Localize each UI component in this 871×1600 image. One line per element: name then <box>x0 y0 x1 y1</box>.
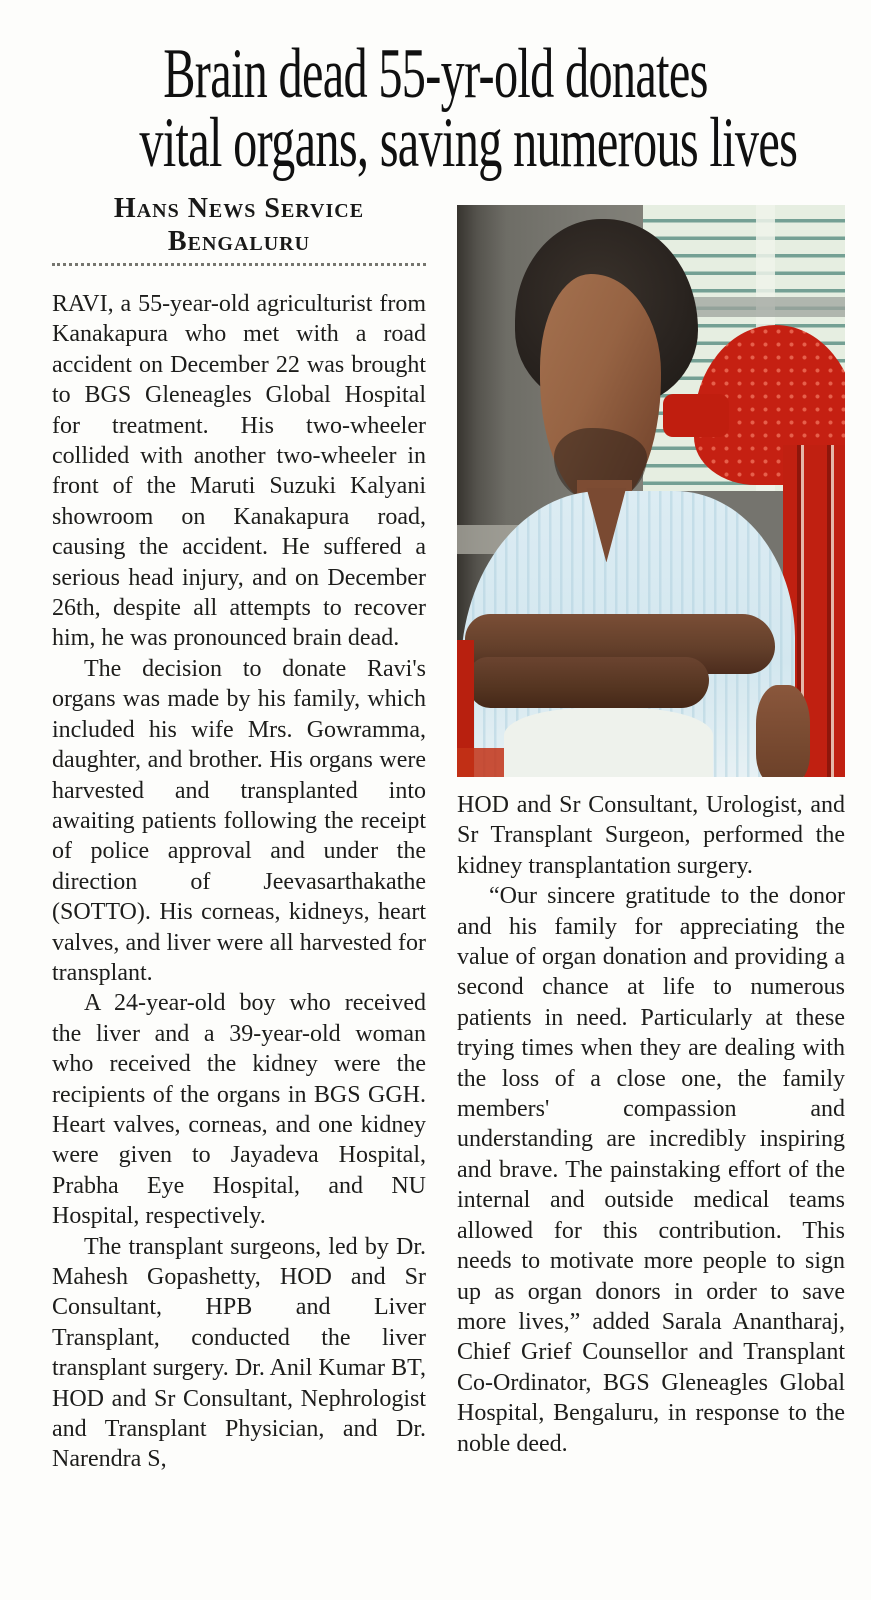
paragraph: A 24-year-old boy who received the liver and a 39-year-old woman who received the kidney were the recipients of the organs in BGS GGH. Heart valves, corneas, and one kidney were given to Jayadeva Hospital, Prabha Eye Hospital, and NU Hospital, respectively. <box>52 990 426 1230</box>
red-chair-edge-bottom <box>457 748 504 777</box>
paragraph: The decision to donate Ravi's organs was made by his family, which included his wife Mrs. Gowramma, daughter, and brother. His organs were harvested and transplanted into awaiting patients following the receipt of police approval and under the direction of Jeevasarthakathe (SOTTO). His corneas, kidneys, heart valves, and liver were all harvested for transplant. <box>52 655 426 986</box>
headline-line-2: vital organs, saving numerous lives <box>139 104 798 182</box>
byline-city: Bengaluru <box>167 226 311 257</box>
left-column <box>52 192 426 1475</box>
man-hand <box>756 685 810 777</box>
paragraph: RAVI, a 55-year-old agriculturist from Kanakapura who met with a road accident on December 22 was brought to BGS Gleneagles Global Hospital for treatment. His two-wheeler collided with another two-wheeler in front of the Maruti Suzuki Kalyani showroom on Kanakapura road, causing the accident. He suffered a serious head injury, and on December 26th, despite all attempts to recover him, he was pronounced brain dead. <box>52 291 426 652</box>
headline-line-1: Brain dead 55-yr-old donates <box>163 35 708 113</box>
paragraph: “Our sincere gratitude to the donor and his family for appreciating the value of organ donation and providing a second chance at life to numerous patients in need. Particularly at these trying times when they are dealing with the loss of a close one, the family members' compassion and understanding are incredibly inspiring and brave. The painstaking effort of the internal and outside medical teams allowed for this contribution. This needs to motivate more people to sign up as organ donors in order to save more lives,” added Sarala Anantharaj, Chief Grief Counsellor and Transplant Co-Ordinator, BGS Gleneagles Global Hospital, Bengaluru, in response to the noble deed. <box>457 883 845 1457</box>
man-forearm <box>469 657 710 708</box>
byline-divider <box>52 263 426 266</box>
white-cloth <box>504 708 714 777</box>
right-column <box>457 205 845 1459</box>
paragraph: The transplant surgeons, led by Dr. Mahesh Gopashetty, HOD and Sr Consultant, HPB and Liver Transplant, conducted the liver transplant surgery. Dr. Anil Kumar BT, HOD and Sr Consultant, Nephrologist and Transplant Physician, and Dr. Narendra S, <box>52 1233 426 1473</box>
right-column-text <box>457 790 845 1459</box>
left-column-text <box>52 289 426 1475</box>
byline <box>52 192 426 258</box>
byline-agency: Hans News Service <box>113 193 365 224</box>
headline <box>0 35 871 182</box>
red-chair-armrest <box>663 394 729 437</box>
paragraph: HOD and Sr Consultant, Urologist, and Sr Transplant Surgeon, performed the kidney transplantation surgery. <box>457 792 845 879</box>
donor-photo <box>457 205 845 777</box>
